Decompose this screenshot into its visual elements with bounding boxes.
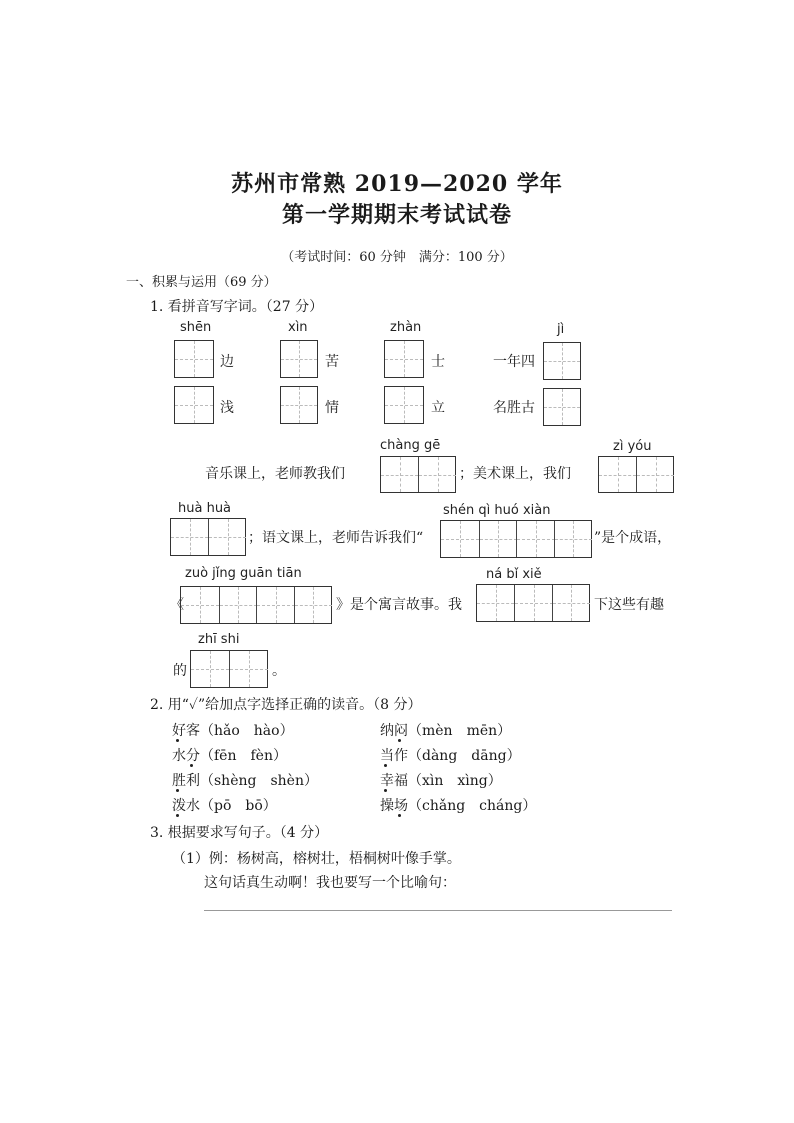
q2-item-shengli[interactable]: 胜利（shèng shèn） — [172, 773, 318, 789]
answer-box-zhan-2[interactable] — [384, 386, 424, 424]
answer-box-shen[interactable] — [174, 340, 214, 378]
char-shi: 士 — [431, 354, 445, 370]
answer-line[interactable] — [204, 910, 672, 911]
text-yinian-si: 一年四 — [493, 354, 535, 370]
answer-box-na-bi-xie[interactable] — [476, 584, 590, 622]
answer-box-zhi-shi[interactable] — [190, 650, 268, 688]
emphasis-dot — [176, 814, 179, 817]
emphasis-dot — [176, 739, 179, 742]
q2-prompt: 2. 用“✓”给加点字选择正确的读音。（8 分） — [150, 697, 422, 713]
sentence2-end: ”是个成语， — [594, 530, 672, 546]
emphasis-dot — [190, 764, 193, 767]
sentence1-mid: ；美术课上，我们 — [459, 466, 571, 482]
emphasis-dot — [384, 789, 387, 792]
emphasis-dot — [176, 789, 179, 792]
answer-box-xin-2[interactable] — [280, 386, 318, 424]
q2-item-xingfu[interactable]: 幸福（xìn xìng） — [380, 773, 502, 789]
answer-box-zi-you[interactable] — [598, 456, 674, 493]
char-bian: 边 — [220, 354, 234, 370]
pinyin-na-bi-xie: ná bǐ xiě — [486, 567, 542, 582]
pinyin-ji: jì — [557, 322, 565, 337]
q1-prompt: 1. 看拼音写字词。（27 分） — [150, 299, 324, 315]
q3-example: （1）例：杨树高，榕树壮，梧桐树叶像手掌。 — [172, 851, 461, 867]
answer-box-ji-2[interactable] — [543, 388, 581, 426]
answer-box-xin[interactable] — [280, 340, 318, 378]
q2-item-haoke[interactable]: 好客（hǎo hào） — [172, 723, 294, 739]
pinyin-hua-hua: huà huà — [178, 501, 232, 516]
answer-box-hua-hua[interactable] — [170, 518, 246, 556]
sentence2-mid: ；语文课上，老师告诉我们“ — [248, 530, 424, 546]
answer-box-zuo-jing-guan-tian[interactable] — [180, 586, 332, 624]
q2-item-dangzuo[interactable]: 当作（dàng dāng） — [380, 748, 521, 764]
sentence1-start: 音乐课上，老师教我们 — [205, 466, 345, 482]
sentence3-end: 下这些有趣 — [594, 597, 664, 613]
answer-box-zhan[interactable] — [384, 340, 424, 378]
answer-box-chang-ge[interactable] — [380, 456, 456, 493]
pinyin-shen-qi-huo-xian: shén qì huó xiàn — [443, 503, 551, 518]
pinyin-chang-ge: chàng gē — [380, 438, 441, 453]
pinyin-zhan: zhàn — [390, 320, 422, 335]
char-ku: 苦 — [325, 354, 339, 370]
sentence4-start: 的 — [173, 663, 187, 679]
char-qian: 浅 — [220, 400, 234, 416]
sentence4-end: 。 — [272, 663, 286, 679]
emphasis-dot — [384, 764, 387, 767]
q2-item-poshui[interactable]: 泼水（pō bō） — [172, 798, 277, 814]
char-qing: 情 — [325, 400, 339, 416]
pinyin-zi-you: zì yóu — [613, 439, 652, 454]
emphasis-dot — [398, 814, 401, 817]
exam-info: （考试时间：60 分钟 满分：100 分） — [281, 250, 513, 265]
pinyin-zuo-jing-guan-tian: zuò jǐng guān tiān — [185, 566, 302, 581]
q2-item-caochang[interactable]: 操场（chǎng cháng） — [380, 798, 537, 814]
q2-item-namen[interactable]: 纳闷（mèn mēn） — [380, 723, 512, 739]
pinyin-xin: xìn — [288, 320, 308, 335]
section-heading: 一、积累与运用（69 分） — [126, 275, 277, 290]
text-mingsheng-gu: 名胜古 — [493, 400, 535, 416]
answer-box-shen-qi-huo-xian[interactable] — [440, 520, 592, 558]
q3-instruction: 这句话真生动啊！我也要写一个比喻句： — [204, 875, 456, 891]
q2-item-shuifen[interactable]: 水分（fēn fèn） — [172, 748, 287, 764]
sentence3-open-quote: 《 — [170, 597, 184, 613]
page-title: 苏州市常熟 2019—2020 学年 — [231, 171, 563, 197]
char-li: 立 — [431, 400, 445, 416]
answer-box-ji-1[interactable] — [543, 342, 581, 380]
page-subtitle: 第一学期期末考试试卷 — [281, 202, 512, 228]
q3-prompt: 3. 根据要求写句子。（4 分） — [150, 825, 329, 841]
sentence3-mid: 》是个寓言故事。我 — [336, 597, 462, 613]
answer-box-shen-2[interactable] — [174, 386, 214, 424]
pinyin-zhi-shi: zhī shi — [198, 632, 240, 647]
emphasis-dot — [398, 739, 401, 742]
pinyin-shen: shēn — [180, 320, 212, 335]
